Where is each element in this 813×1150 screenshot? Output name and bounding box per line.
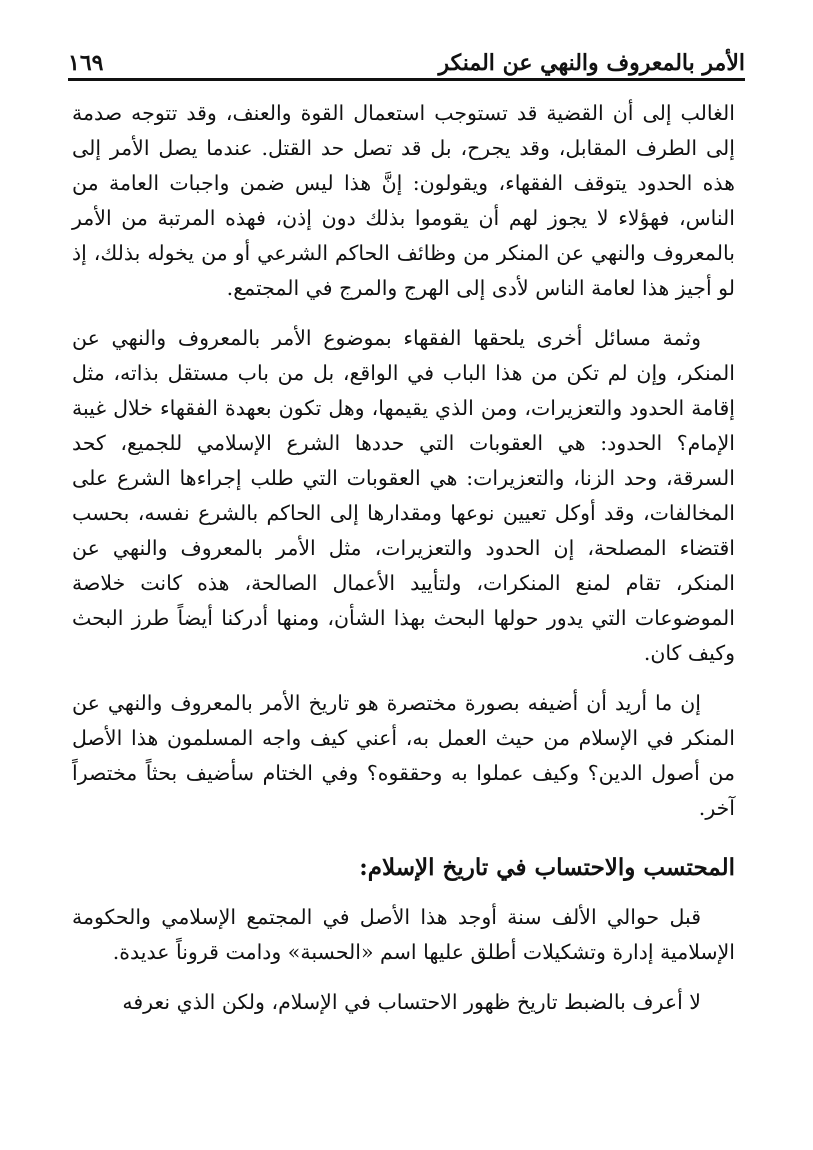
paragraph: وثمة مسائل أخرى يلحقها الفقهاء بموضوع الأمر بالمعروف والنهي عن المنكر، وإن لم تكن من هذا الباب في الواقع، بل من باب مستقل بذاته، مثل إقامة الحدود والتعزيرات، ومن الذي يقيمها، وهل تكون بعهدة الفقهاء خلال غيبة الإمام؟ الحدود: هي العقوبات التي حددها الشرع الإسلامي للجميع، كحد السرقة، وحد الزنا، والتعزيرات: هي العقوبات التي طلب إجراءها الشرع على المخالفات، وقد أوكل تعيين نوعها ومقدارها إلى الحاكم بالشرع نفسه، بحسب اقتضاء المصلحة، إن الحدود والتعزيرات، مثل الأمر بالمعروف والنهي عن المنكر، تقام لمنع المنكرات، ولتأييد الأعمال الصالحة، هذه كانت خلاصة الموضوعات التي يدور حولها البحث بهذا الشأن، ومنها أدركنا أيضاً طرز البحث وكيف كان.: [72, 326, 735, 665]
page-number: ١٦٩: [68, 50, 104, 76]
page-header: [68, 32, 745, 81]
page-body: [72, 96, 735, 1035]
paragraph: إن ما أريد أن أضيفه بصورة مختصرة هو تاريخ الأمر بالمعروف والنهي عن المنكر في الإسلام من حيث العمل به، أعني كيف واجه المسلمون هذا الأصل من أصول الدين؟ وكيف عملوا به وحققوه؟ وفي الختام سأضيف بحثاً مختصراً آخر.: [72, 691, 735, 820]
paragraph: قبل حوالي الألف سنة أوجد هذا الأصل في المجتمع الإسلامي والحكومة الإسلامية إدارة وتشكيلات أطلق عليها اسم «الحسبة» ودامت قروناً عديدة.: [72, 905, 735, 964]
paragraph: لا أعرف بالضبط تاريخ ظهور الاحتساب في الإسلام، ولكن الذي نعرفه: [122, 990, 701, 1014]
section-heading: المحتسب والاحتساب في تاريخ الإسلام:: [359, 854, 735, 881]
paragraph: الغالب إلى أن القضية قد تستوجب استعمال القوة والعنف، وقد تتوجه صدمة إلى الطرف المقابل، وقد يجرح، بل قد تصل حد القتل. عندما يصل الأمر إلى هذه الحدود يتوقف الفقهاء، ويقولون: إنَّ هذا ليس ضمن واجبات العامة من الناس، فهؤلاء لا يجوز لهم أن يقوموا بذلك دون إذن، فهذه المرتبة من الأمر بالمعروف والنهي عن المنكر من وظائف الحاكم الشرعي أو من يخوله بذلك، إذ لو أجيز هذا لعامة الناس لأدى إلى الهرج والمرج في المجتمع.: [72, 101, 735, 300]
running-title: الأمر بالمعروف والنهي عن المنكر: [438, 50, 745, 76]
